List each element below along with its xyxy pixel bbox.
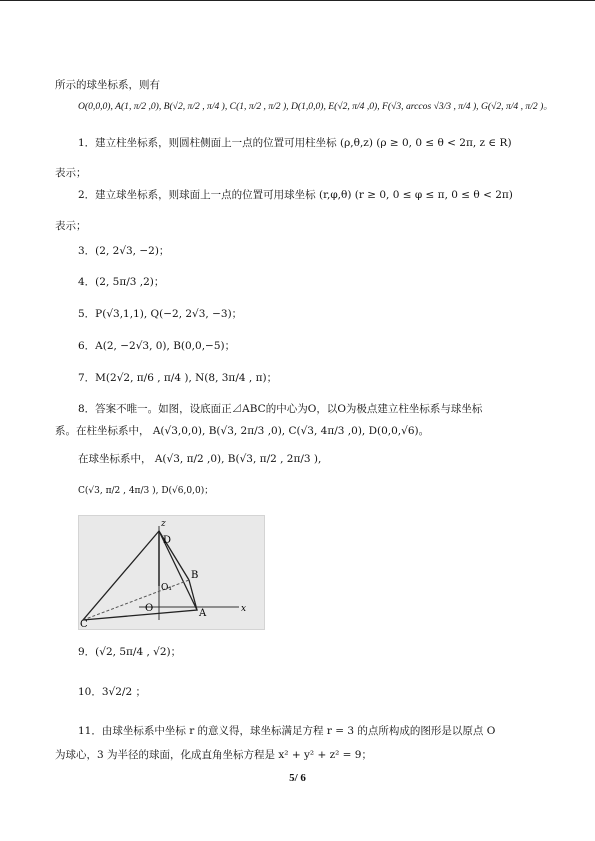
text-line-item-11-cont: 为球心，3 为半径的球面，化成直角坐标方程是 x² + y² + z² = 9； [55, 749, 372, 761]
edge-cb [83, 580, 189, 620]
text-line-item-1: 1．建立柱坐标系，则圆柱侧面上一点的位置可用柱坐标 (ρ,θ,z) (ρ ≥ 0, 0 ≤ θ < 2π, z ∈ R) [78, 137, 512, 149]
label-c: C [80, 619, 88, 629]
text-line-item-2-cont: 表示； [55, 220, 87, 232]
label-z: z [161, 519, 166, 529]
text-line-item-6: 6．A(2, −2√3, 0), B(0,0,−5)； [78, 340, 236, 352]
text-line-item-7: 7．M(2√2, π/6 , π/4 ), N(8, 3π/4 , π)； [78, 372, 278, 384]
text-line-coords: O(0,0,0), A(1, π/2 ,0), B(√2, π/2 , π/4 ), C(1, π/2 , π/2 ), D(1,0,0), E(√2, π/4 ,0), F(√3, arccos √3/3 , π/4 ), G(√2, π/4 , π/2 )。 [78, 101, 553, 112]
header-rule [0, 0, 595, 1]
page-number: 5/ 6 [289, 772, 306, 784]
label-o: O [145, 603, 154, 614]
text-line-item-11: 11．由球坐标系中坐标 r 的意义得，球坐标满足方程 r = 3 的点所构成的图形是以原点 O [78, 725, 496, 737]
text-line-intro: 所示的球坐标系，则有 [55, 79, 160, 91]
text-line-item-8-cylindrical: 系。在柱坐标系中， A(√3,0,0), B(√3, 2π/3 ,0), C(√3, 4π/3 ,0), D(0,0,√6)。 [55, 425, 430, 437]
label-d: D [163, 535, 172, 546]
text-line-item-8-spherical: 在球坐标系中， A(√3, π/2 ,0), B(√3, π/2 , 2π/3 ), [78, 453, 322, 465]
text-line-item-10: 10．3√2/2 ； [78, 686, 146, 698]
text-line-item-4: 4．(2, 5π/3 ,2)； [78, 276, 165, 288]
label-o1: O₁ [161, 583, 172, 593]
label-a: A [199, 608, 207, 619]
text-line-item-5: 5．P(√3,1,1), Q(−2, 2√3, −3)； [78, 308, 243, 320]
label-x: x [241, 604, 247, 614]
label-b: B [191, 570, 199, 581]
text-line-item-1-cont: 表示； [55, 167, 87, 179]
text-line-item-3: 3．(2, 2√3, −2)； [78, 245, 170, 257]
text-line-item-9: 9．(√2, 5π/4 , √2)； [78, 646, 182, 658]
tetrahedron-diagram [79, 516, 264, 629]
text-line-item-8: 8．答案不唯一。如图，设底面正⊿ABC的中心为O，以O为极点建立柱坐标系与球坐标 [78, 403, 483, 415]
tetrahedron-figure [78, 515, 265, 630]
text-line-item-2: 2．建立球坐标系，则球面上一点的位置可用球坐标 (r,φ,θ) (r ≥ 0, 0 ≤ φ ≤ π, 0 ≤ θ < 2π) [78, 189, 513, 201]
text-line-item-8-spherical-cont: C(√3, π/2 , 4π/3 ), D(√6,0,0)； [78, 486, 214, 496]
